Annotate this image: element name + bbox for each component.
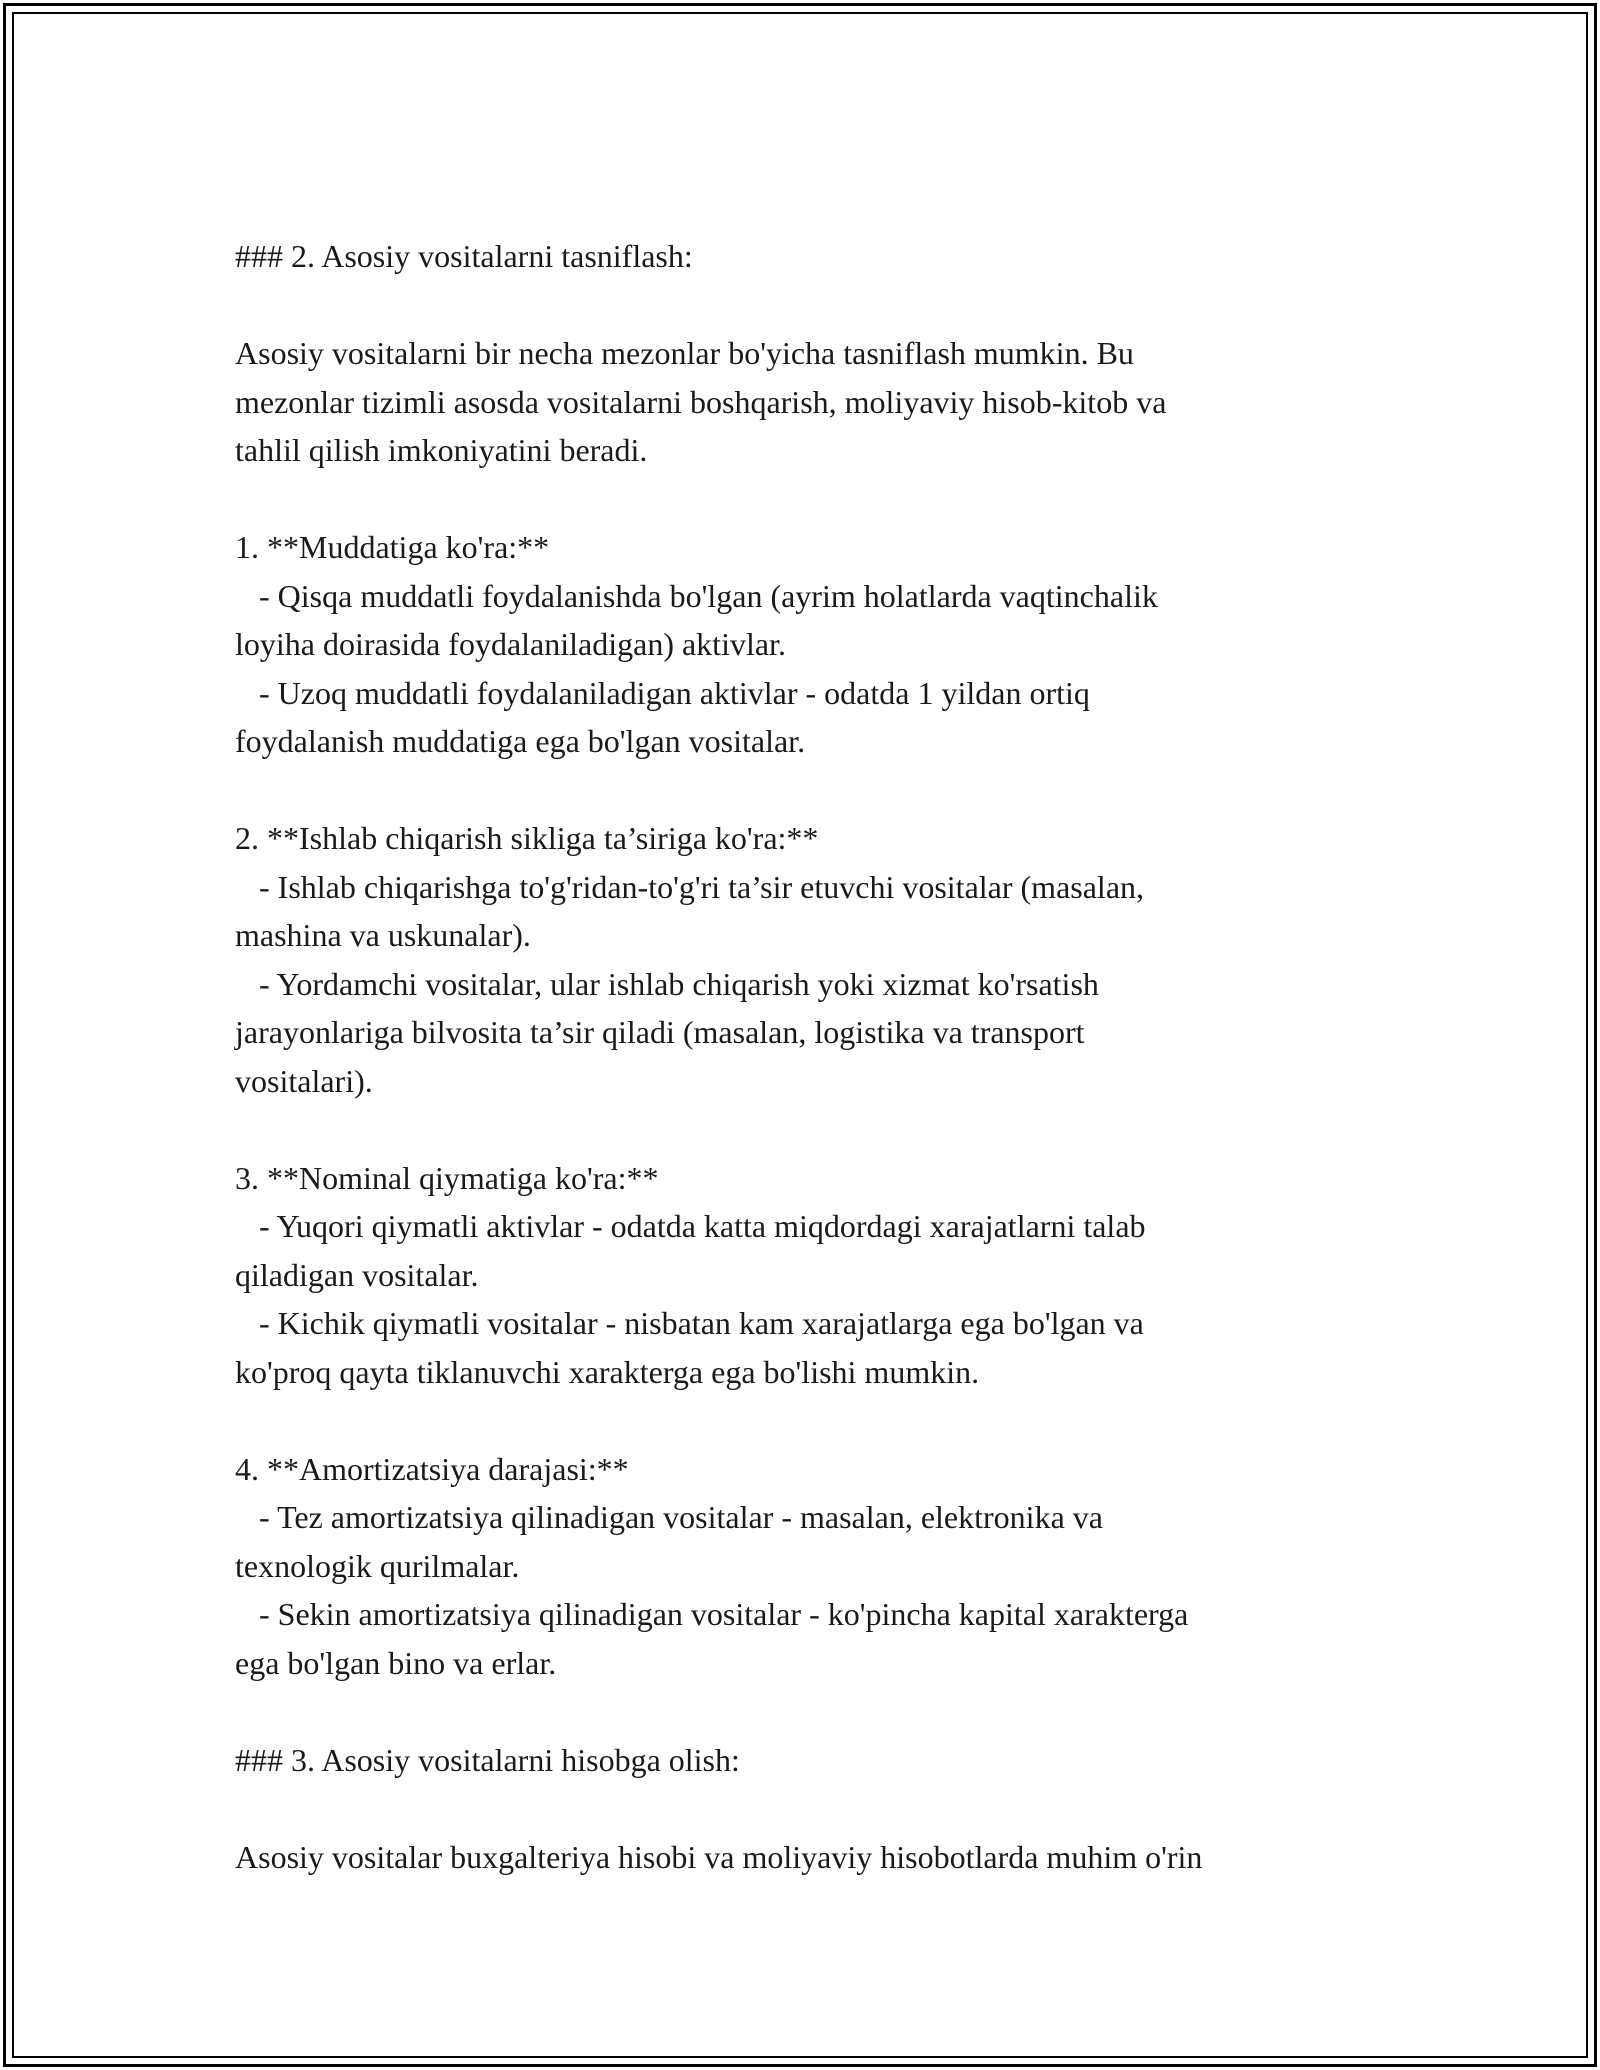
list-subitem-line: - Kichik qiymatli vositalar - nisbatan kam xarajatlarga ega bo'lgan va bbox=[235, 1305, 1144, 1341]
list-subitem-line: - Yordamchi vositalar, ular ishlab chiqarish yoki xizmat ko'rsatish bbox=[235, 965, 1099, 1002]
blank-line bbox=[235, 1687, 1365, 1736]
blank-line bbox=[235, 281, 1365, 330]
paragraph-line: tahlil qilish imkoniyatini beradi. bbox=[235, 432, 648, 468]
list-subitem-line: jarayonlariga bilvosita ta’sir qiladi (masalan, logistika va transport bbox=[235, 1014, 1085, 1050]
list-item-heading: 4. **Amortizatsiya darajasi:** bbox=[235, 1450, 629, 1487]
section-heading: ### 3. Asosiy vositalarni hisobga olish: bbox=[235, 1741, 740, 1778]
list-subitem-line: ega bo'lgan bino va erlar. bbox=[235, 1644, 557, 1681]
list-item-heading: 2. **Ishlab chiqarish sikliga ta’siriga ko'ra:** bbox=[235, 820, 819, 856]
blank-line bbox=[235, 1396, 1365, 1445]
list-subitem-line: texnologik qurilmalar. bbox=[235, 1547, 520, 1584]
list-subitem-line: - Tez amortizatsiya qilinadigan vositalar - masalan, elektronika va bbox=[235, 1499, 1103, 1535]
list-subitem-line: ko'proq qayta tiklanuvchi xarakterga ega bo'lishi mumkin. bbox=[235, 1353, 980, 1390]
list-item-heading: 1. **Muddatiga ko'ra:** bbox=[235, 529, 550, 565]
blank-line bbox=[235, 766, 1365, 815]
list-subitem-line: qiladigan vositalar. bbox=[235, 1256, 479, 1293]
list-subitem-line: - Yuqori qiymatli aktivlar - odatda katta miqdordagi xarajatlarni talab bbox=[235, 1208, 1146, 1244]
list-subitem-line: vositalari). bbox=[235, 1062, 373, 1099]
paragraph-line: Asosiy vositalarni bir necha mezonlar bo'yicha tasniflash mumkin. Bu bbox=[235, 335, 1134, 371]
list-subitem-line: mashina va uskunalar). bbox=[235, 917, 531, 953]
section-heading: ### 2. Asosiy vositalarni tasniflash: bbox=[235, 238, 693, 274]
document-body bbox=[235, 232, 1365, 1881]
list-subitem-line: - Qisqa muddatli foydalanishda bo'lgan (ayrim holatlarda vaqtinchalik bbox=[235, 577, 1158, 614]
blank-line bbox=[235, 475, 1365, 524]
list-subitem-line: - Uzoq muddatli foydalaniladigan aktivlar - odatda 1 yildan ortiq bbox=[235, 674, 1090, 711]
paragraph-line: mezonlar tizimli asosda vositalarni boshqarish, moliyaviy hisob-kitob va bbox=[235, 383, 1167, 420]
list-subitem-line: - Sekin amortizatsiya qilinadigan vositalar - ko'pincha kapital xarakterga bbox=[235, 1596, 1189, 1632]
blank-line bbox=[235, 1105, 1365, 1154]
list-subitem-line: loyiha doirasida foydalaniladigan) aktivlar. bbox=[235, 626, 786, 662]
list-subitem-line: foydalanish muddatiga ega bo'lgan vositalar. bbox=[235, 723, 806, 759]
list-subitem-line: - Ishlab chiqarishga to'g'ridan-to'g'ri ta’sir etuvchi vositalar (masalan, bbox=[235, 868, 1145, 905]
list-item-heading: 3. **Nominal qiymatiga ko'ra:** bbox=[235, 1159, 659, 1196]
paragraph-line: Asosiy vositalar buxgalteriya hisobi va moliyaviy hisobotlarda muhim o'rin bbox=[235, 1838, 1203, 1875]
blank-line bbox=[235, 1784, 1365, 1833]
